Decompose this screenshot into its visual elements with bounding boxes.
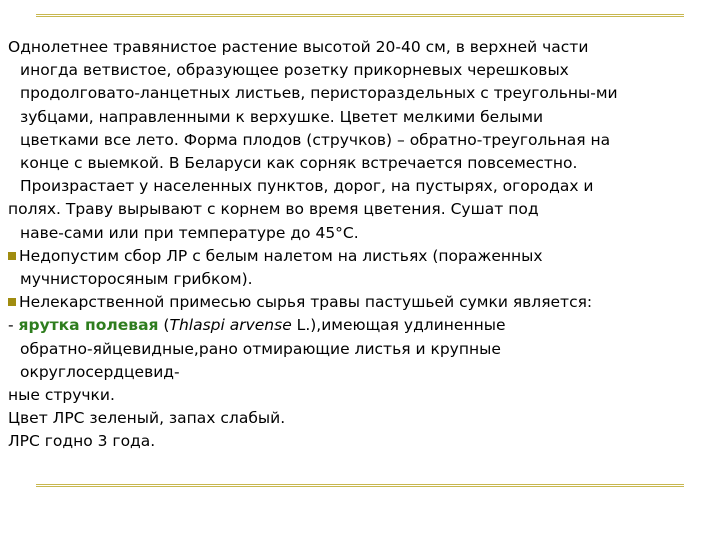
impurity-line <box>8 314 716 337</box>
open-paren: ( <box>158 316 170 335</box>
text-line: Цвет ЛРС зеленый, запах слабый. <box>8 409 286 428</box>
text-line: Произрастает у населенных пунктов, дорог, на пустырях, огородах и <box>20 177 594 196</box>
bottom-divider <box>36 484 684 487</box>
text-line: иногда ветвистое, образующее розетку прикорневых черешковых <box>20 61 569 80</box>
text-line: продолговато-ланцетных листьев, перистораздельных с треугольны-ми <box>20 84 618 103</box>
top-divider <box>36 14 684 17</box>
impurity-name: ярутка полевая <box>18 316 159 335</box>
text-line: мучнисторосяным грибком). <box>20 270 253 289</box>
bullet-text: Нелекарственной примесью сырья травы пастушьей сумки является: <box>19 293 593 312</box>
bullet-item <box>8 291 716 314</box>
text-line: округлосердцевид- <box>20 362 180 381</box>
text-line: ЛРС годно 3 года. <box>8 432 156 451</box>
text-line: обратно-яйцевидные,рано отмирающие листья и крупные <box>20 339 501 358</box>
bullet-text: Недопустим сбор ЛР с белым налетом на листьях (пораженных <box>19 246 543 265</box>
latin-name: Thlaspi arvense <box>169 316 292 335</box>
text-line: ные стручки. <box>8 386 115 405</box>
slide-text <box>8 36 716 454</box>
impurity-description: L.),имеющая удлиненные <box>291 316 506 335</box>
text-line: цветками все лето. Форма плодов (стручков) – обратно-треугольная на <box>20 130 611 149</box>
bullet-item <box>8 245 716 268</box>
text-line: конце с выемкой. В Беларуси как сорняк встречается повсеместно. <box>20 154 578 173</box>
text-line: наве-сами или при температуре до 45°С. <box>20 223 359 242</box>
text-line: Однолетнее травянистое растение высотой 20-40 см, в верхней части <box>8 38 589 56</box>
text-line: зубцами, направленными к верхушке. Цветет мелкими белыми <box>20 107 544 126</box>
dash: - <box>8 316 19 335</box>
square-bullet-icon <box>8 298 16 306</box>
text-line: полях. Траву вырывают с корнем во время цветения. Сушат под <box>8 200 539 219</box>
square-bullet-icon <box>8 252 16 260</box>
